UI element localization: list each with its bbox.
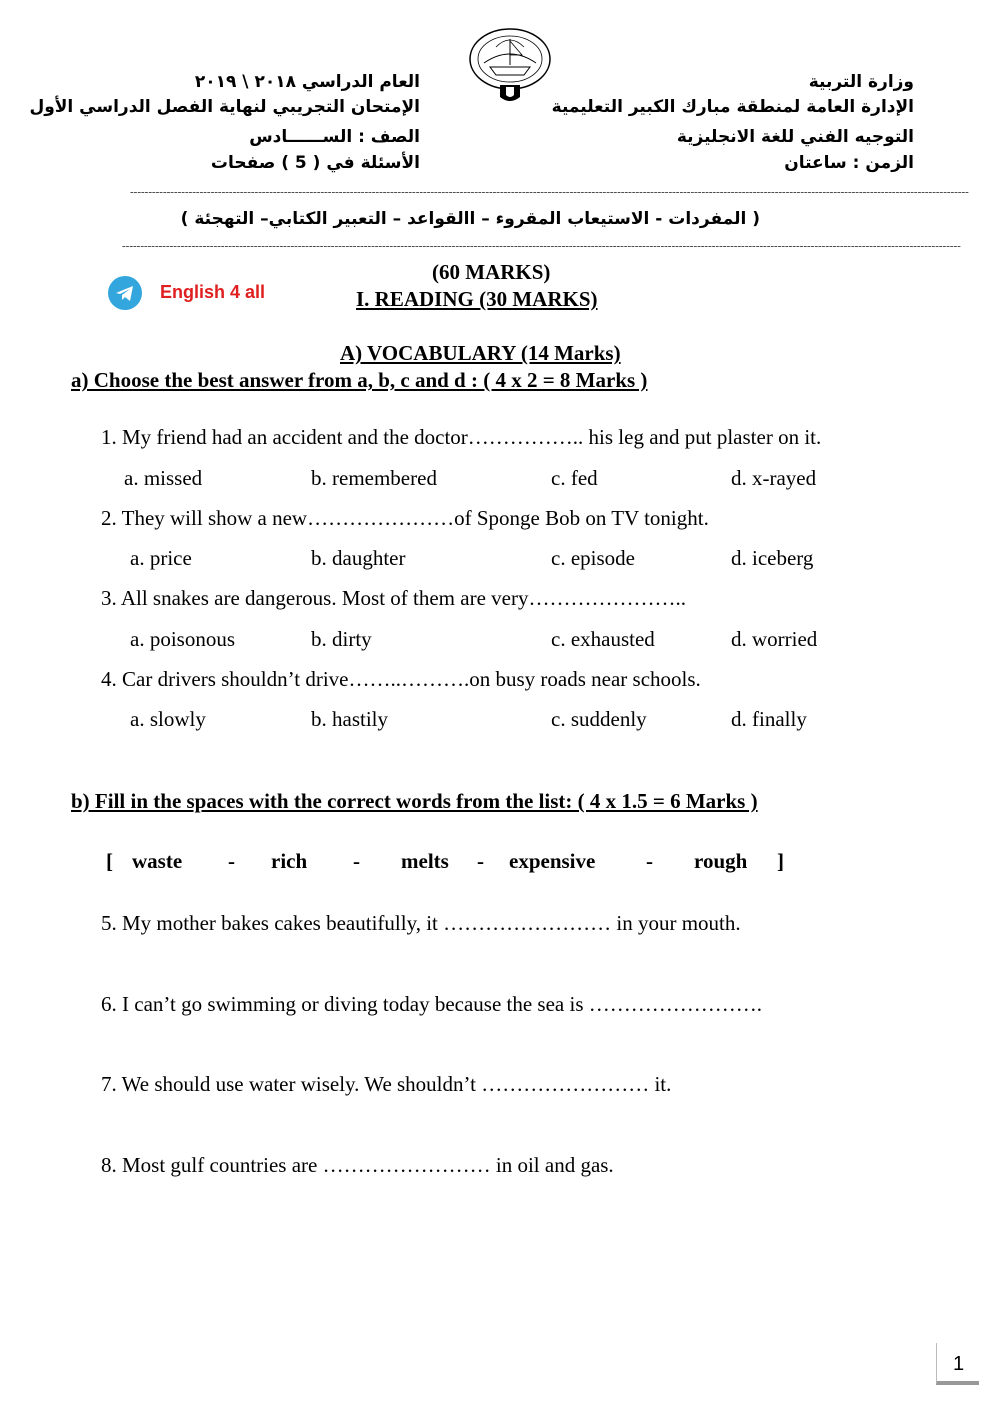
word-bank-separator: - — [353, 849, 360, 873]
word-bank-open-bracket: [ — [106, 849, 113, 873]
total-marks-title: (60 MARKS) — [432, 260, 551, 284]
kuwait-emblem-icon — [466, 25, 554, 105]
ministry-label: وزارة التربية — [808, 72, 914, 92]
question-5: 5. My mother bakes cakes beautifully, it …………………… in your mouth. — [101, 911, 741, 935]
q2-option-a: a. price — [130, 546, 192, 570]
word-bank-word-5: rough — [694, 849, 748, 873]
supervision-label: التوجيه الفني للغة الانجليزية — [676, 127, 914, 147]
grade-label: الصف : الســــــادس — [249, 127, 420, 147]
q3-option-a: a. poisonous — [130, 627, 235, 651]
q3-option-b: b. dirty — [311, 627, 372, 651]
exam-time-label: الزمن : ساعتان — [784, 153, 914, 173]
word-bank-separator: - — [477, 849, 484, 873]
q4-option-c: c. suddenly — [551, 707, 647, 731]
directorate-label: الإدارة العامة لمنطقة مبارك الكبير التعليمية — [551, 97, 914, 117]
q1-option-d: d. x-rayed — [731, 466, 817, 490]
header-divider-bottom: ------------------------------------------------------------------------------------------------------------------------------------------------------------------------------------------------------------------------------------- — [122, 240, 961, 252]
telegram-icon — [108, 276, 142, 310]
q3-option-c: c. exhausted — [551, 627, 655, 651]
word-bank-word-4: expensive — [509, 849, 596, 873]
pages-count-label: الأسئلة في ( 5 ) صفحات — [210, 153, 420, 173]
exam-sections-line: ( المفردات - الاستيعاب المقروء – االقواعد – التعبير الكتابي– التهجئة ) — [180, 209, 760, 229]
q4-option-a: a. slowly — [130, 707, 206, 731]
q1-option-b: b. remembered — [311, 466, 437, 490]
exam-name-label: الإمتحان التجريبي لنهاية الفصل الدراسي الأول — [29, 97, 420, 117]
question-6: 6. I can’t go swimming or diving today because the sea is ……………………. — [101, 992, 763, 1016]
part-a-instruction: a) Choose the best answer from a, b, c and d : ( 4 x 2 = 8 Marks ) — [71, 368, 648, 392]
q2-option-c: c. episode — [551, 546, 635, 570]
question-8: 8. Most gulf countries are …………………… in oil and gas. — [101, 1153, 614, 1177]
word-bank-separator: - — [646, 849, 653, 873]
q4-option-b: b. hastily — [311, 707, 388, 731]
telegram-plane-icon — [108, 276, 142, 310]
word-bank-word-2: rich — [271, 849, 308, 873]
page-number-box — [936, 1343, 979, 1385]
q2-option-d: d. iceberg — [731, 546, 814, 570]
academic-year-label: العام الدراسي ٢٠١٨ \ ٢٠١٩ — [194, 72, 420, 92]
page-number: 1 — [953, 1353, 965, 1375]
vocabulary-title: A) VOCABULARY (14 Marks) — [340, 341, 621, 365]
word-bank-word-1: waste — [132, 849, 183, 873]
question-4: 4. Car drivers shouldn’t drive……..……….on busy roads near schools. — [101, 667, 701, 691]
q1-option-c: c. fed — [551, 466, 598, 490]
question-7: 7. We should use water wisely. We shouldn’t …………………… it. — [101, 1072, 672, 1096]
word-bank-close-bracket: ] — [777, 849, 784, 873]
brand-label: English 4 all — [160, 282, 266, 302]
question-3: 3. All snakes are dangerous. Most of them are very………………….. — [101, 586, 686, 610]
part-b-instruction: b) Fill in the spaces with the correct words from the list: ( 4 x 1.5 = 6 Marks ) — [71, 789, 758, 813]
question-2: 2. They will show a new…………………of Sponge Bob on TV tonight. — [101, 506, 709, 530]
q1-option-a: a. missed — [124, 466, 203, 490]
q3-option-d: d. worried — [731, 627, 818, 651]
word-bank-word-3: melts — [401, 849, 449, 873]
q4-option-d: d. finally — [731, 707, 807, 731]
header-divider-top: ------------------------------------------------------------------------------------------------------------------------------------------------------------------------------------------------------------------------------------- — [130, 186, 969, 198]
word-bank-separator: - — [228, 849, 235, 873]
question-1: 1. My friend had an accident and the doctor…………….. his leg and put plaster on it. — [101, 425, 822, 449]
reading-section-title: I. READING (30 MARKS) — [356, 287, 598, 311]
q2-option-b: b. daughter — [311, 546, 406, 570]
